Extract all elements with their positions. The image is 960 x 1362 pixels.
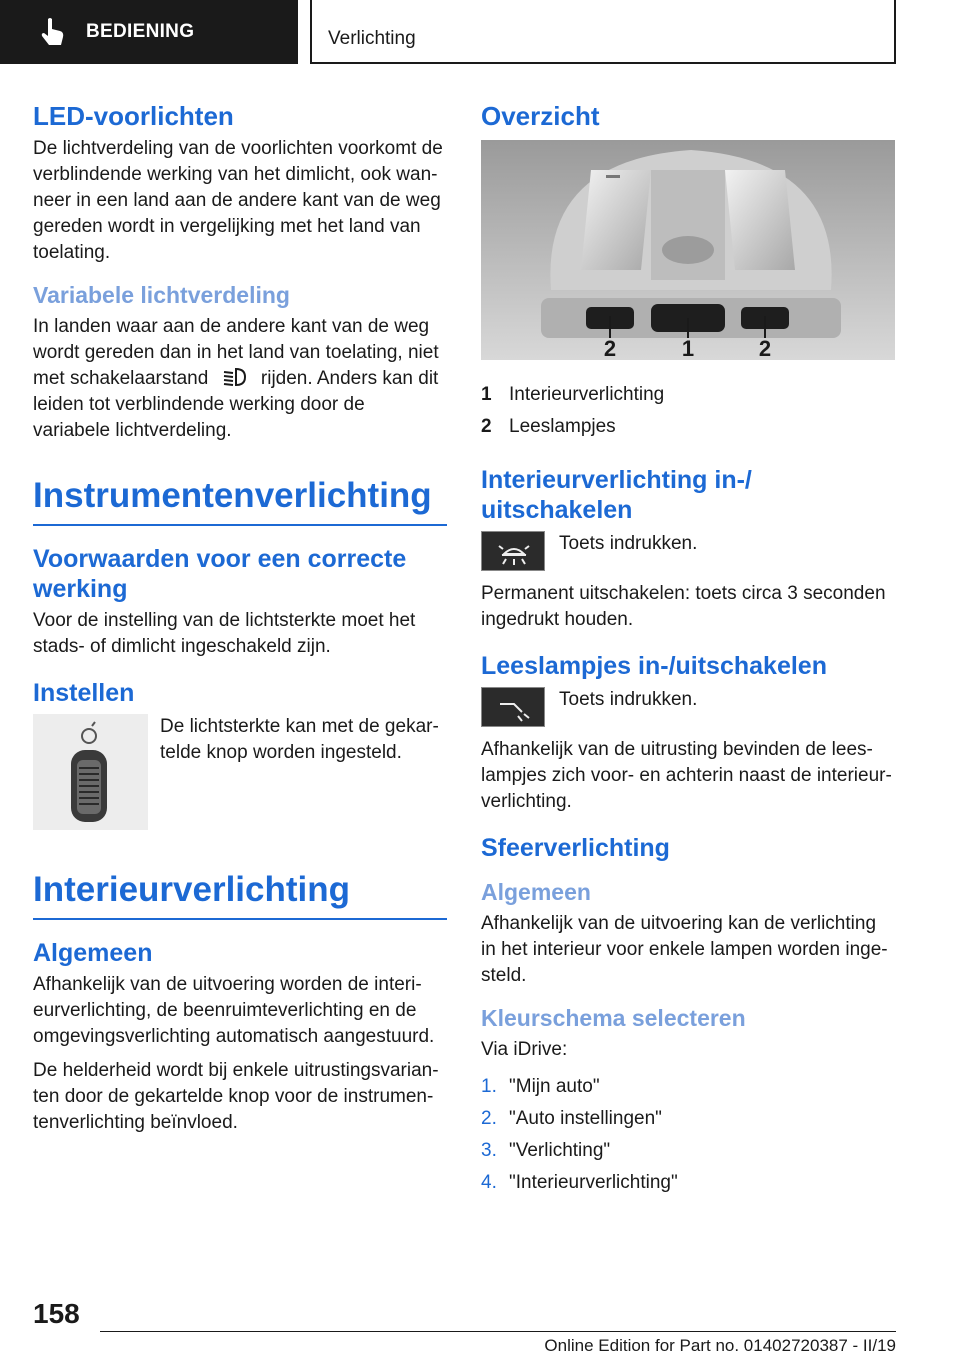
legend-item: 2 Leeslampjes	[481, 416, 616, 437]
reading-light-button-icon	[481, 687, 545, 727]
general-text-2: De helderheid wordt bij enkele uitrustingsvarian-ten door de gekartelde knop voor de instrumen-tenverlichting beïnvloed.	[33, 1060, 439, 1133]
permanent-text: Permanent uitschakelen: toets circa 3 seconden ingedrukt houden.	[481, 583, 886, 630]
headlight-beam-icon	[220, 366, 250, 388]
setting-text: De lichtsterkte kan met de gekar-telde knop worden ingesteld.	[160, 716, 439, 763]
setting-title: Instellen	[33, 679, 135, 707]
footer-divider	[100, 1331, 896, 1332]
instrument-lighting-title: Instrumentenverlichting	[33, 474, 447, 526]
setting-row	[33, 714, 447, 830]
hand-pointer-icon	[40, 17, 66, 47]
list-item: 2. "Auto instellingen"	[481, 1108, 662, 1129]
overview-title: Overzicht	[481, 101, 600, 131]
photo-label-2-left: 2	[603, 336, 617, 360]
knurled-knob-image	[33, 714, 148, 830]
interior-light-button-icon	[481, 531, 545, 571]
prerequisite-title: Voorwaarden voor een correcte werking	[33, 545, 407, 603]
reading-lights-title: Leeslampjes in-/uitschakelen	[481, 652, 827, 680]
variable-light-text: In landen waar aan de andere kant van de weg wordt gereden dan in het land van toelating, niet met schakelaarstand rijden. Anders kan dit leiden tot verblindende werking door de variabele lichtverdeling.	[33, 316, 439, 441]
photo-label-1: 1	[681, 336, 695, 360]
reading-lights-row	[481, 687, 895, 727]
right-column	[481, 100, 895, 1199]
reading-lights-text: Toets indrukken.	[559, 689, 698, 710]
ambient-general-text: Afhankelijk van de uitvoering kan de verlichting in het interieur voor enkele lampen worden inge-steld.	[481, 913, 888, 986]
color-scheme-title: Kleurschema selecteren	[481, 1005, 746, 1031]
general-text-1: Afhankelijk van de uitvoering worden de interi-eurverlichting, de beenruimteverlichting en de omgevingsverlichting automatisch aangestuurd.	[33, 974, 435, 1047]
interior-switch-text: Toets indrukken.	[559, 533, 698, 554]
general-title: Algemeen	[33, 939, 153, 967]
reading-lights-desc: Afhankelijk van de uitrusting bevinden de lees-lampjes zich voor- en achterin naast de interieur-verlichting.	[481, 739, 892, 812]
variable-light-title: Variabele lichtverdeling	[33, 282, 290, 308]
interior-lighting-title: Interieurverlichting	[33, 868, 447, 920]
section-tab	[0, 0, 298, 64]
prerequisite-text: Voor de instelling van de lichtsterkte moet het stads- of dimlicht ingeschakeld zijn.	[33, 610, 416, 657]
interior-switch-row	[481, 531, 895, 571]
led-text: De lichtverdeling van de voorlichten voorkomt de verblindende werking van het dimlicht, ook wan-neer in een land aan de andere kant van de weg gereden wordt in vergelijking met het land van toelating.	[33, 138, 443, 263]
photo-label-2-right: 2	[758, 336, 772, 360]
page-number: 158	[33, 1298, 80, 1329]
steps-list	[481, 1071, 895, 1199]
interior-switch-title: Interieurverlichting in-/ uitschakelen	[481, 466, 752, 524]
section-label: BEDIENING	[86, 21, 195, 42]
led-title: LED-voorlichten	[33, 101, 234, 131]
roof-console-photo	[481, 140, 895, 360]
ambient-title: Sfeerverlichting	[481, 834, 670, 862]
color-scheme-intro: Via iDrive:	[481, 1039, 568, 1060]
ambient-general-title: Algemeen	[481, 879, 591, 905]
list-item: 1. "Mijn auto"	[481, 1076, 600, 1097]
list-item: 4. "Interieurverlichting"	[481, 1172, 678, 1193]
edition-text: Online Edition for Part no. 01402720387 - II/19	[544, 1336, 896, 1355]
left-column	[33, 100, 447, 1144]
list-item: 3. "Verlichting"	[481, 1140, 611, 1161]
legend-item: 1 Interieurverlichting	[481, 384, 665, 405]
chapter-header: Verlichting	[310, 0, 896, 64]
